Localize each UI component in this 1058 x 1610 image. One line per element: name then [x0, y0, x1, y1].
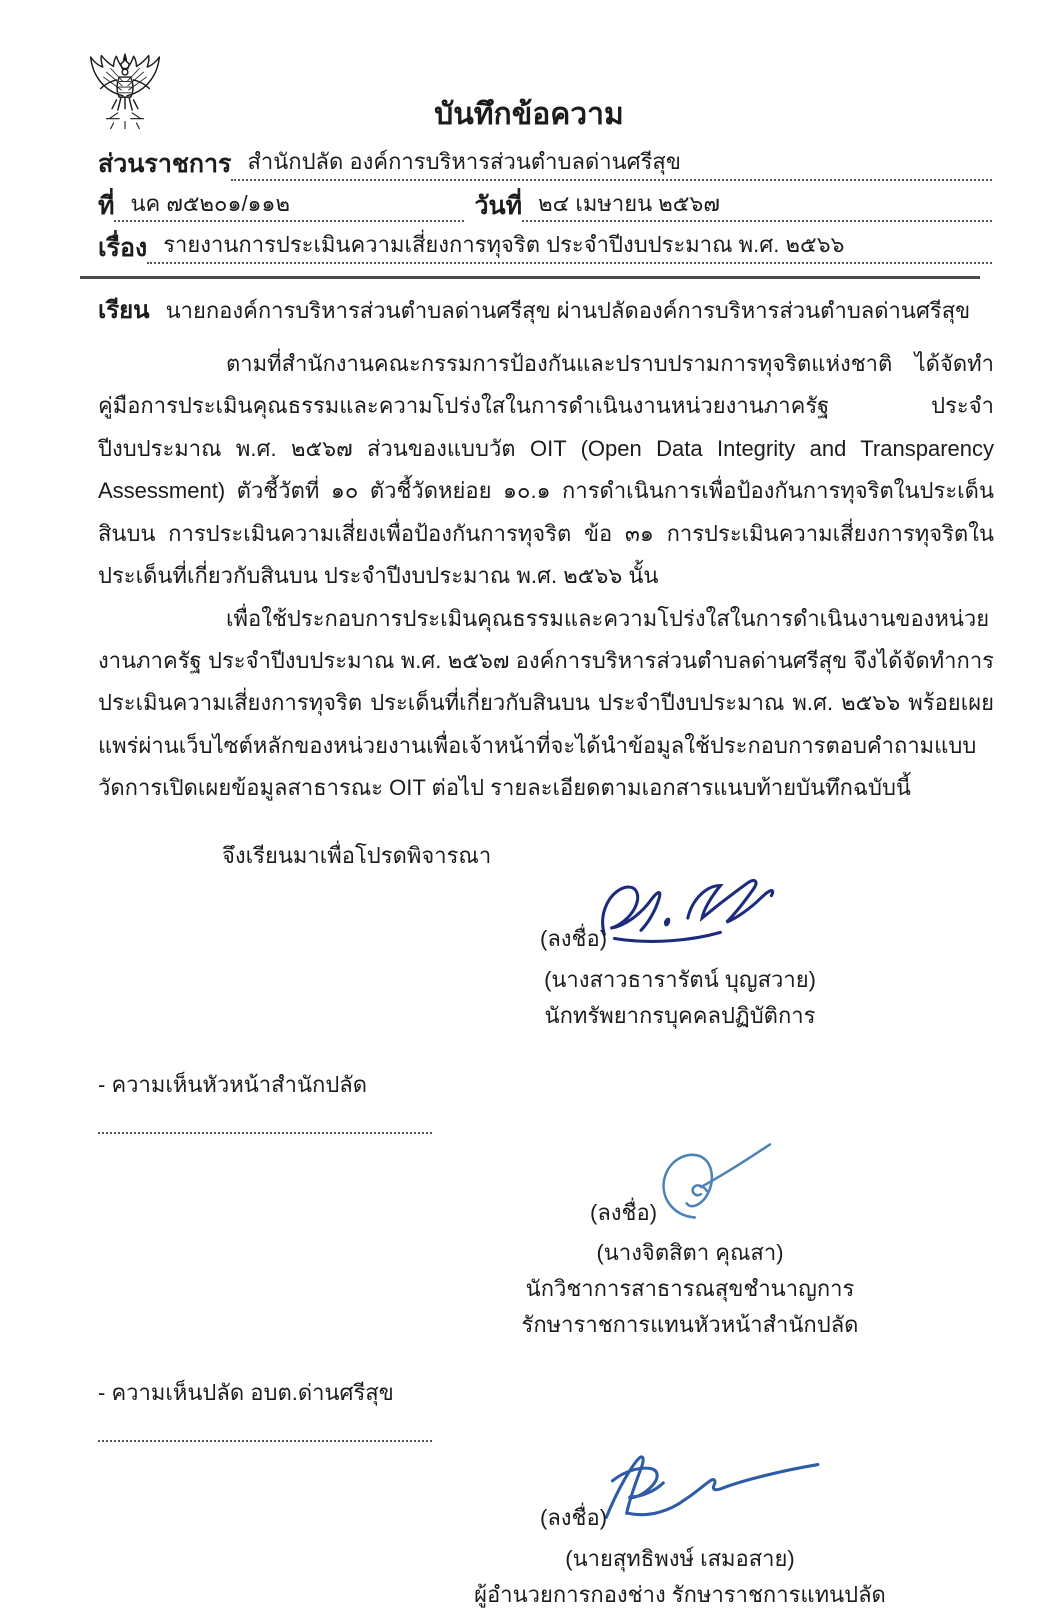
memo-body — [98, 343, 994, 810]
salutation — [98, 295, 992, 327]
sign-row — [440, 1504, 920, 1534]
opinion-heading-2: - ความเห็นปลัด อบต.ด่านศรีสุข — [98, 1379, 394, 1405]
signer-name: (นางจิตสิตา คุณสา) — [596, 1240, 784, 1266]
signer-name: (นายสุทธิพงษ์ เสมอสาย) — [565, 1545, 795, 1571]
number-value: นค ๗๕๒๐๑/๑๑๒ — [114, 189, 464, 223]
subject-row — [98, 230, 992, 264]
closing-line: จึงเรียนมาเพื่อโปรดพิจารณา — [222, 842, 492, 868]
sign-label: (ลงชื่อ) — [590, 1199, 658, 1225]
signer-position: นักทรัพยากรบุคคลปฏิบัติการ — [544, 1002, 816, 1028]
date-value: ๒๔ เมษายน ๒๕๖๗ — [522, 189, 992, 223]
salutation-value: นายกองค์การบริหารส่วนตำบลด่านศรีสุข ผ่านปลัดองค์การบริหารส่วนตำบลด่านศรีสุข — [165, 298, 971, 324]
header-divider — [80, 276, 980, 279]
body-paragraph: ตามที่สำนักงานคณะกรรมการป้องกันและปราบปรามการทุจริตแห่งชาติ ได้จัดทำคู่มือการประเมินคุณธรรมและความโปร่งใสในการดำเนินงานหน่วยงานภาครัฐ ประจำปีงบประมาณ พ.ศ. ๒๕๖๗ ส่วนของแบบวัต OIT (Open Data Integrity and Transparency Assessment) ตัวชี้วัตที่ ๑๐ ตัวชี้วัดหย่อย ๑๐.๑ การดำเนินการเพื่อป้องกันการทุจริตในประเด็นสินบน การประเมินความเสี่ยงเพื่อป้องกันการทุจริต ข้อ ๓๑ การประเมินความเสี่ยงการทุจริตในประเด็นที่เกี่ยวกับสินบน ประจำปีงบประมาณ พ.ศ. ๒๕๖๖ นั้น — [98, 350, 994, 589]
opinion-dotted-line-1 — [98, 1130, 432, 1134]
subject-label: เรื่อง — [98, 233, 148, 262]
opinion-heading-1: - ความเห็นหัวหน้าสำนักปลัด — [98, 1072, 368, 1098]
signer-position: นักวิชาการสาธารณสุขชำนาญการ — [525, 1276, 855, 1302]
signature-block-1 — [440, 925, 920, 1032]
signer-position: ผู้อำนวยการกองช่าง รักษาราชการแทนปลัด — [474, 1581, 886, 1607]
sign-row — [450, 1198, 930, 1228]
date-label: วันที่ — [474, 191, 523, 220]
number-label: ที่ — [98, 191, 115, 220]
signature-block-3 — [440, 1504, 920, 1610]
salutation-label: เรียน — [98, 297, 150, 325]
signer-name: (นางสาวธารารัตน์ บุญสวาย) — [544, 966, 816, 992]
page-title: บันทึกข้อความ — [434, 98, 624, 131]
signer-position: รักษาราชการแทนหัวหน้าสำนักปลัด — [521, 1312, 859, 1338]
agency-value: สำนักปลัด องค์การบริหารส่วนตำบลด่านศรีสุข — [231, 147, 992, 181]
agency-label: ส่วนราชการ — [98, 150, 232, 179]
sign-label: (ลงชื่อ) — [540, 1505, 608, 1531]
garuda-emblem-icon — [82, 44, 168, 146]
memo-header — [98, 147, 992, 264]
body-paragraph: เพื่อใช้ประกอบการประเมินคุณธรรมและความโปร่งใสในการดำเนินงานของหน่วยงานภาครัฐ ประจำปีงบประมาณ พ.ศ. ๒๕๖๗ องค์การบริหารส่วนตำบลด่านศรีสุข จึงได้จัดทำการประเมินความเสี่ยงการทุจริต ประเด็นที่เกี่ยวกับสินบน ประจำปีงบประมาณ พ.ศ. ๒๕๖๖ พร้อยเผยแพร่ผ่านเว็บไซต์หลักของหน่วยงานเพื่อเจ้าหน้าที่จะได้นำข้อมูลใช้ประกอบการตอบคำถามแบบวัดการเปิดเผยข้อมูลสาธารณะ OIT ต่อไป รายละเอียดตามเอกสารแนบท้ายบันทึกฉบับนี้ — [98, 605, 994, 801]
agency-row — [98, 147, 992, 181]
sign-label: (ลงชื่อ) — [540, 926, 608, 952]
subject-value: รายงานการประเมินความเสี่ยงการทุจริต ประจำปีงบประมาณ พ.ศ. ๒๕๖๖ — [147, 230, 992, 264]
sign-row — [440, 925, 920, 955]
signature-block-2 — [450, 1198, 930, 1340]
opinion-dotted-line-2 — [98, 1438, 432, 1442]
number-date-row — [98, 189, 992, 223]
